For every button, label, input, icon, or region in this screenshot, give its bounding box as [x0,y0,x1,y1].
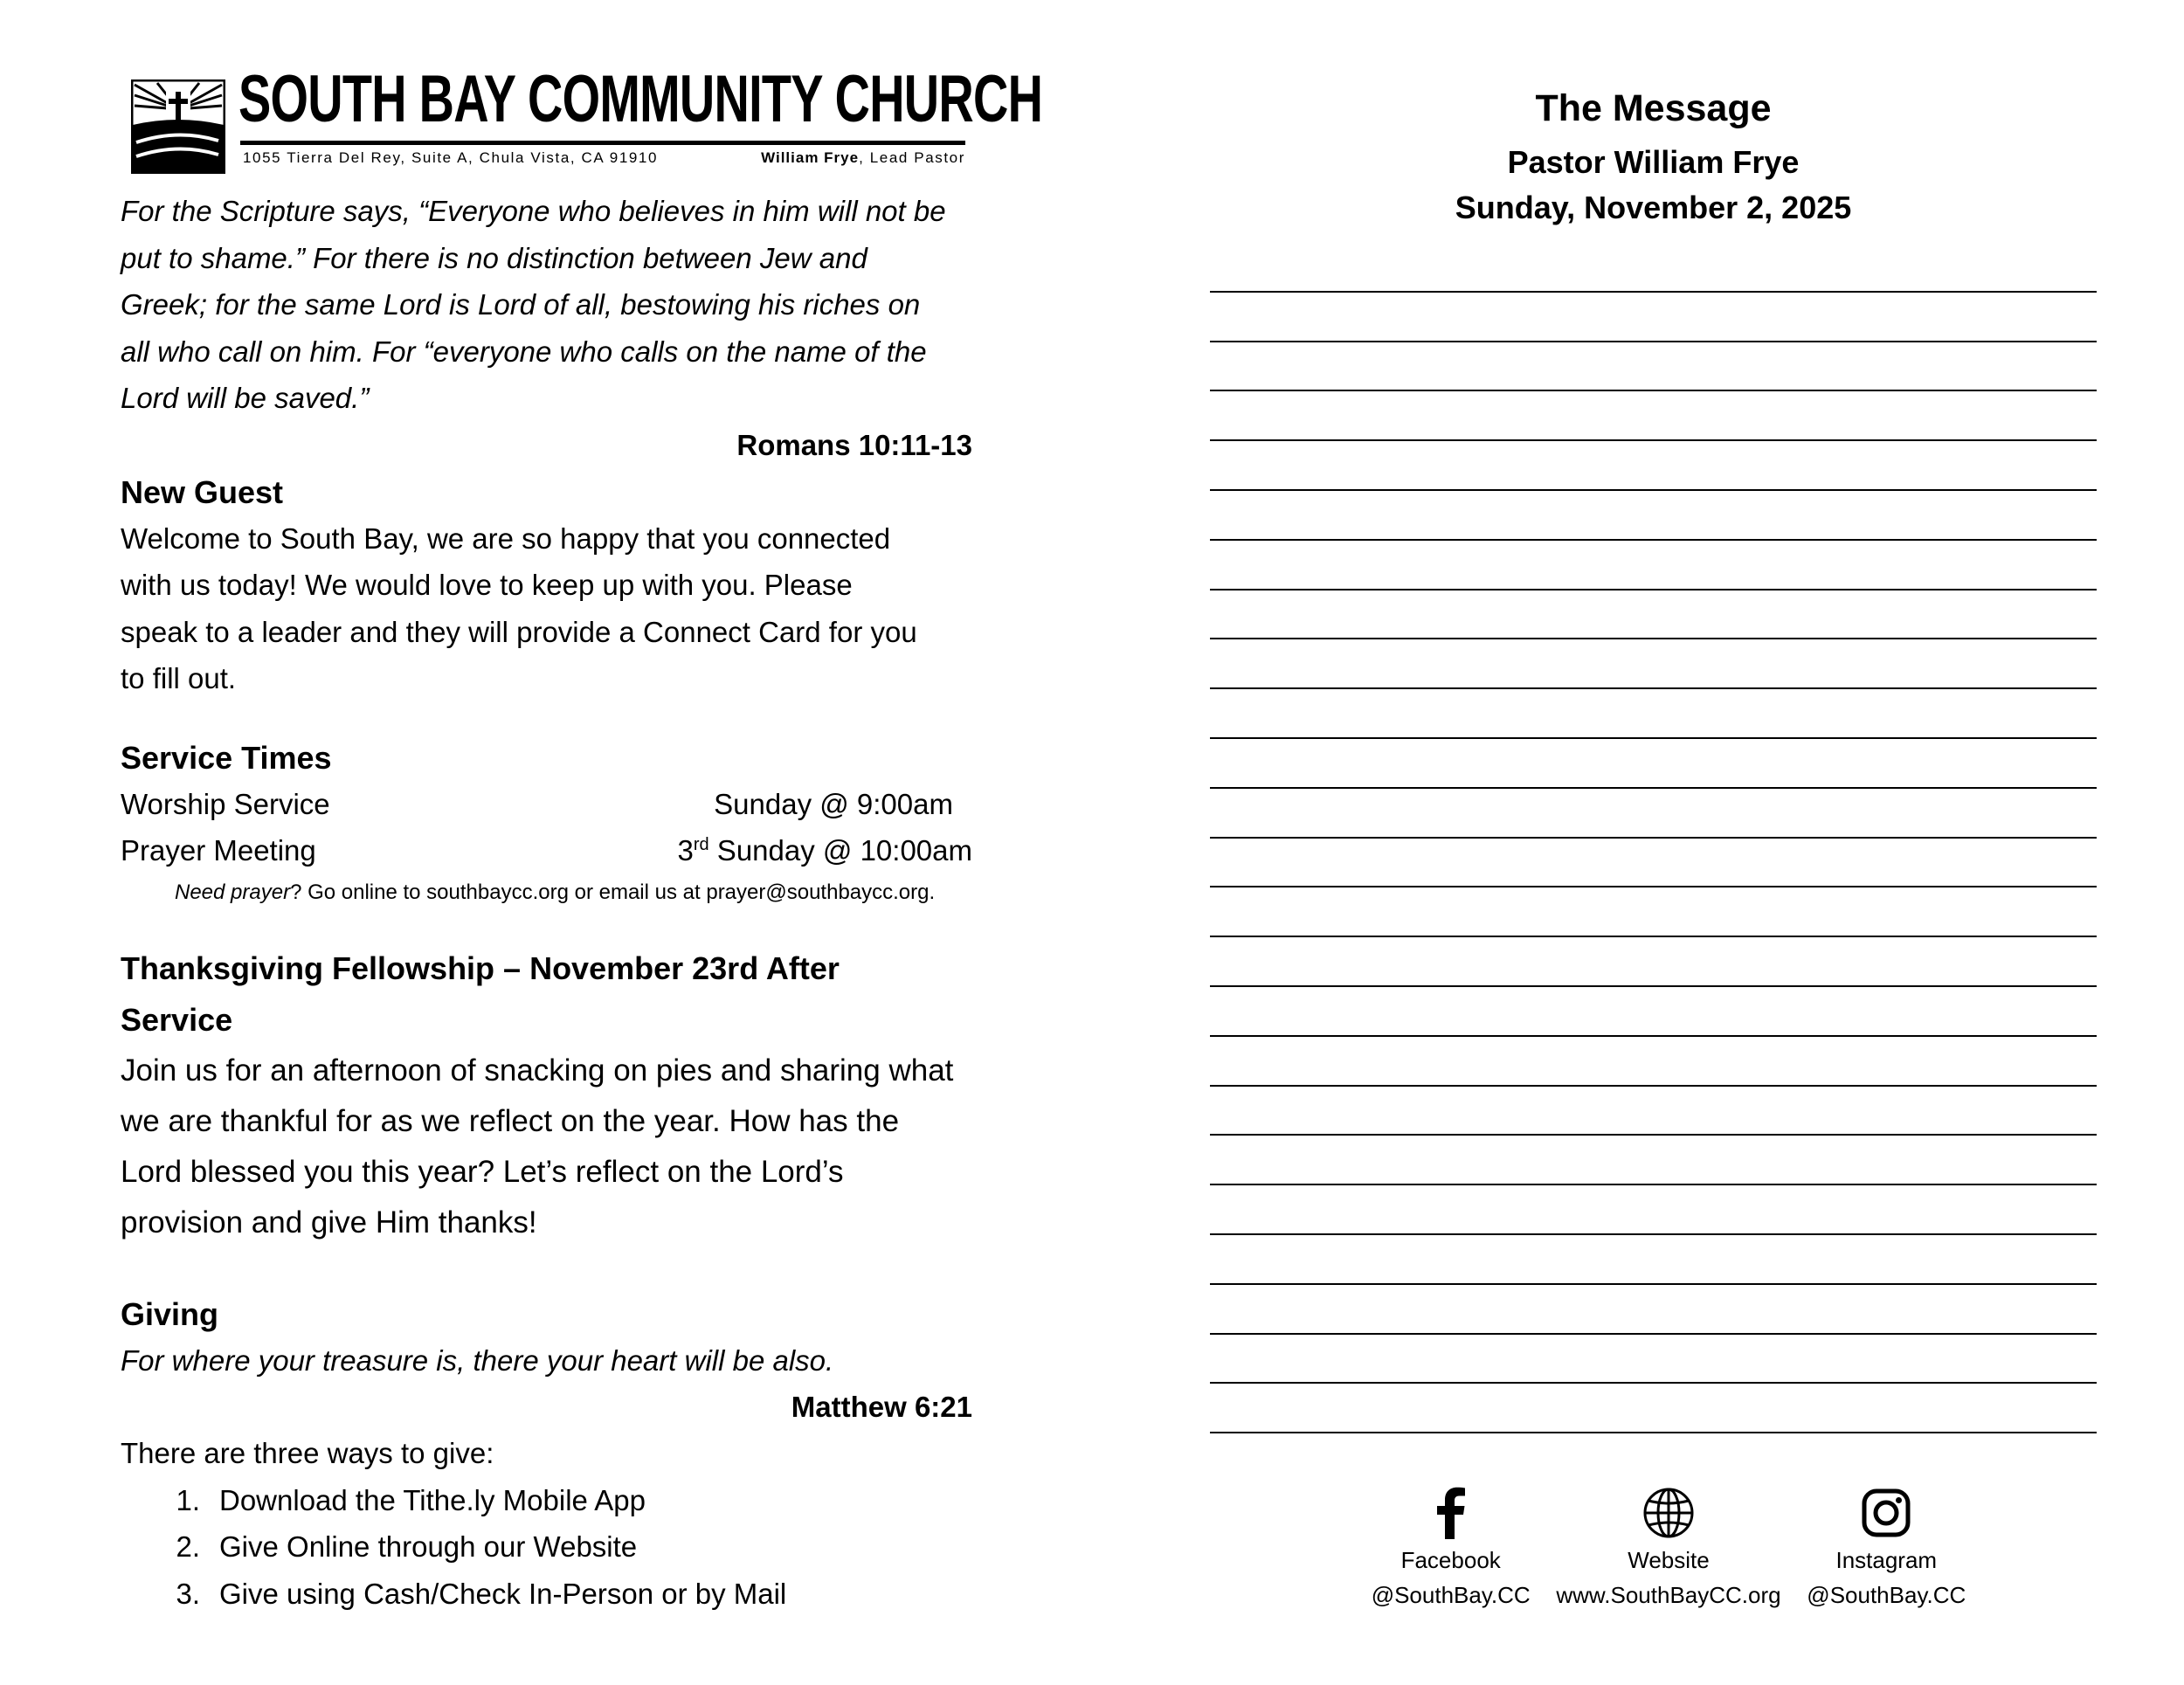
thanksgiving-line: Join us for an afternoon of snacking on pies and sharing what [121,1053,954,1088]
instagram-icon [1860,1485,1912,1541]
giving-way-number: 1. [176,1483,200,1516]
social-website[interactable] [1556,1485,1780,1612]
note-line [1210,739,2097,789]
note-line [1210,937,2097,987]
prayer-ordinal-suffix: rd [693,835,709,854]
giving-way-item [121,1571,972,1618]
prayer-meeting-time [677,827,972,874]
giving-reference: Matthew 6:21 [791,1391,972,1423]
note-line [1210,293,2097,342]
giving-intro: There are three ways to give: [121,1437,494,1469]
pastor-role: , Lead Pastor [859,149,965,166]
giving-way-text: Give Online through our Website [219,1530,638,1563]
note-line [1210,887,2097,937]
note-line [1210,689,2097,739]
thanksgiving-section [121,943,972,1248]
sermon-notes-lines [1210,243,2097,1433]
social-links [1345,1485,1992,1612]
thanksgiving-line: provision and give Him thanks! [121,1205,537,1240]
thanksgiving-line: we are thankful for as we reflect on the year. How has the [121,1103,900,1138]
note-line [1210,541,2097,590]
church-name: SOUTH BAY COMMUNITY CHURCH [238,62,1043,136]
pastor-credit [761,149,965,167]
prayer-note [175,878,972,908]
note-line [1210,1235,2097,1285]
globe-icon [1642,1485,1695,1541]
new-guest-text [121,515,972,702]
message-title: The Message [1535,87,1772,129]
note-line [1210,1285,2097,1335]
note-line [1210,639,2097,689]
left-panel [121,62,1043,1617]
scripture-line: all who call on him. For “everyone who calls on the name of the [121,335,927,368]
church-logo [121,62,1043,177]
note-line [1210,1335,2097,1385]
note-line [1210,1384,2097,1433]
instagram-handle: @SouthBay.CC [1807,1582,1966,1608]
scripture-verse [121,188,972,422]
new-guest-heading: New Guest [121,473,284,510]
church-address: 1055 Tierra Del Rey, Suite A, Chula Vista, CA 91910 [243,149,659,166]
message-date: Sunday, November 2, 2025 [1455,190,1852,225]
note-line [1210,243,2097,293]
website-handle: www.SouthBayCC.org [1556,1582,1781,1608]
giving-verse: For where your treasure is, there your heart will be also. [121,1343,834,1377]
thanksgiving-heading-cont: Service [121,1001,233,1038]
prayer-ordinal: 3 [677,834,694,867]
worship-service-time: Sunday @ 9:00am [714,787,953,820]
church-address-line [243,149,965,167]
prayer-note-text: ? Go online to southbaycc.org or email us at prayer@southbaycc.org. [290,880,936,904]
giving-way-text: Download the Tithe.ly Mobile App [219,1483,646,1516]
instagram-label: Instagram [1835,1547,1938,1573]
note-line [1210,1185,2097,1235]
prayer-meeting-label: Prayer Meeting [121,834,316,867]
note-line [1210,987,2097,1037]
giving-way-item [121,1477,972,1524]
note-line [1210,342,2097,392]
note-line [1210,839,2097,888]
worship-service-label: Worship Service [121,787,330,820]
giving-way-item [121,1523,972,1571]
note-line [1210,1037,2097,1087]
note-line [1210,391,2097,441]
social-instagram[interactable] [1781,1485,1992,1612]
prayer-meeting-row [121,827,972,874]
prayer-time-text: Sunday @ 10:00am [708,834,972,867]
facebook-label: Facebook [1400,1547,1501,1573]
giving-heading: Giving [121,1295,219,1332]
message-pastor: Pastor William Frye [1507,144,1800,180]
new-guest-line: with us today! We would love to keep up with you. Please [121,569,853,601]
note-line [1210,1136,2097,1185]
giving-way-number: 2. [176,1530,200,1563]
scripture-reference: Romans 10:11-13 [736,428,972,461]
scripture-line: put to shame.” For there is no distinction between Jew and [121,241,867,274]
giving-ways-list [121,1477,972,1618]
church-logo-mark [131,79,225,174]
note-line [1210,590,2097,640]
new-guest-line: Welcome to South Bay, we are so happy that you connected [121,521,891,555]
giving-way-text: Give using Cash/Check In-Person or by Mail [219,1577,787,1610]
scripture-line: For the Scripture says, “Everyone who believes in him will not be [121,195,946,227]
note-line [1210,441,2097,491]
scripture-line: Lord will be saved.” [121,382,370,414]
note-line [1210,491,2097,541]
website-label: Website [1628,1547,1710,1573]
thanksgiving-heading: Thanksgiving Fellowship – November 23rd After [121,950,840,986]
logo-divider [240,141,965,145]
facebook-handle: @SouthBay.CC [1371,1582,1531,1608]
scripture-line: Greek; for the same Lord is Lord of all, bestowing his riches on [121,288,921,321]
giving-way-number: 3. [176,1577,200,1610]
note-line [1210,1087,2097,1136]
facebook-icon [1425,1485,1477,1541]
right-panel [1210,77,2097,1433]
new-guest-line: speak to a leader and they will provide a Connect Card for you [121,615,917,648]
pastor-name: William Frye [761,149,860,166]
worship-service-row [121,781,972,828]
thanksgiving-line: Lord blessed you this year? Let’s reflect on the Lord’s [121,1154,844,1189]
new-guest-line: to fill out. [121,662,237,694]
service-times-heading: Service Times [121,739,332,776]
social-facebook[interactable] [1345,1485,1556,1612]
prayer-note-italic: Need prayer [175,880,291,904]
note-line [1210,789,2097,839]
